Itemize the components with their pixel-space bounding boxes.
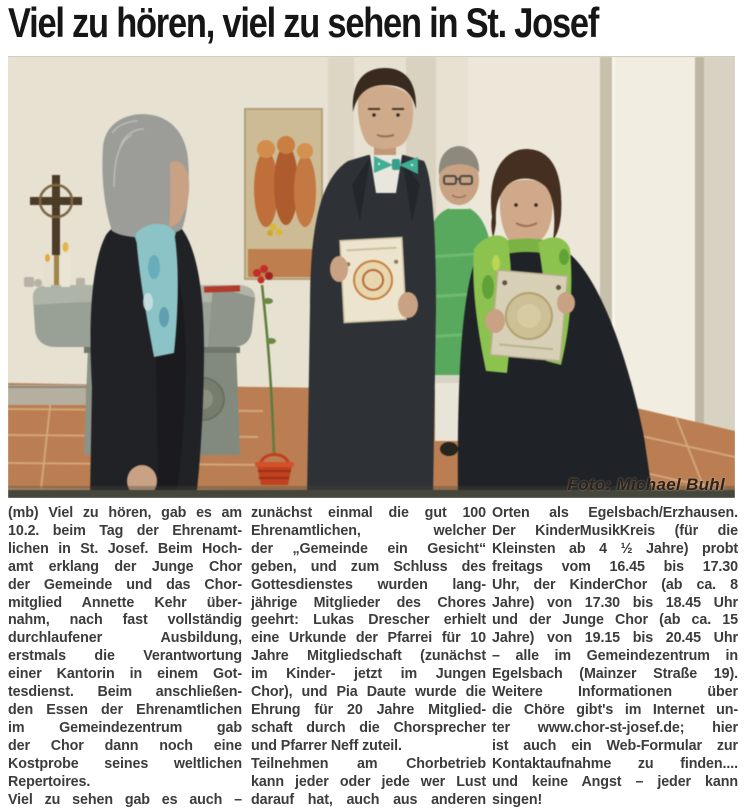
article-text-line: Kostprobe seines weltlichen [8,755,242,772]
article-text-line: Jahre Mitgliedschaft (zunächst [251,648,486,665]
article-text-line: Jahre) von 17.30 bis 18.45 Uhr [492,594,738,611]
article-text-line: durchlaufener Ausbildung, [8,630,242,647]
article-headline: Viel zu hören, viel zu sehen in St. Josef [8,0,599,46]
article-text-line: und der Junge Chor (ab ca. 15 [492,612,738,629]
article-text-line: Weitere Informationen über [492,684,738,701]
article-text-line: ist auch ein Web-Formular zur [492,737,738,754]
article-text-line: Ehrung für 20 Jahre Mitglied- [251,701,486,718]
woman-left [90,114,204,498]
icon-painting [245,109,322,279]
article-text-line: eine Urkunde der Pfarrei für 10 [251,630,486,647]
article-text-line: erstmals die Verantwortung [8,648,242,665]
article-text-line: jährige Mitglieder des Chores [251,594,486,611]
photo-credit: Foto: Michael Buhl [567,475,725,494]
article-text-line: Chor), und Pia Daute wurde die [251,684,486,701]
article-text-line: (mb) Viel zu hören, gab es am [8,505,242,521]
article-text-line: der Chor dann noch eine [8,737,242,754]
certificate-man [340,237,406,322]
article-text-line: der Gemeinde und das Chor- [8,576,242,593]
article-text-line: Kleinsten ab 4 ½ Jahre) probt [492,540,738,557]
article-text-line: Orten als Egelsbach/Erzhausen. [492,505,738,521]
article-text-line: Ehrenamtlichen, welcher [251,522,486,539]
article-column-2 [251,505,486,809]
article-text-line: Jahre) von 19.15 bis 20.45 Uhr [492,630,738,647]
article-text-line: zunächst einmal die gut 100 [251,505,486,521]
article-text-line: im Gemeindezentrum gab [8,719,242,736]
article-text-line: darauf hat, auch aus anderen [251,791,486,808]
article-text-line: und Pfarrer Neff zuteil. [251,737,402,754]
article-text-line: amt erklang der Junge Chor [8,558,242,575]
article-column-1 [8,505,242,809]
article-text-line: Viel zu sehen gab es auch – [8,791,242,808]
article-text-line: Uhr, der KinderChor (ab ca. 8 [492,576,738,593]
article-text-line: im Kinder- jetzt im Jungen [251,666,486,683]
article-text-line: geehrt: Lukas Drescher erhielt [251,612,486,629]
article-text-line: ter www.chor-st-josef.de; hier [492,719,738,736]
article-text-line: freitags vom 16.45 bis 17.30 [492,558,738,575]
article-photo [8,56,735,498]
article-text-line: tesdienst. Beim anschließen- [8,684,242,701]
article-text-line: singen! [492,791,543,808]
article-text-line: Egelsbach (Mainzer Straße 19). [492,666,738,683]
article-text-line: 10.2. beim Tag der Ehrenamt- [8,522,242,539]
article-text-line: kann jeder oder jede wer Lust [251,773,486,790]
article-text-line: die Chöre gibt's im Internet un- [492,701,738,718]
church-scene-photo [8,57,735,498]
article-text-line: mitglied Annette Kehr über- [8,594,242,611]
article-text-line: einer Kantorin in einem Got- [8,666,242,683]
article-text-line: nahm, nach fast vollständig [8,612,242,629]
article-text-line: Teilnehmen am Chorbetrieb [251,755,486,772]
article-text-line: schaft durch die Chorsprecher [251,719,486,736]
article-text-line: lichen in St. Josef. Beim Hoch- [8,540,242,557]
article-text-line: – alle im Gemeindezentrum in [492,648,738,665]
article-text-line: Der KinderMusikKreis (für die [492,522,738,539]
article-text-line: Gottesdienstes wurden lang- [251,576,486,593]
article-column-3 [492,505,738,809]
article-text-line: der „Gemeinde ein Gesicht“ [251,540,486,557]
article-text-line: geben, und zum Schluss des [251,558,486,575]
article-text-line: den Essen der Ehrenamtlichen [8,701,242,718]
article-text-line: und keine Angst – jeder kann [492,773,738,790]
article-text-line: Kontaktaufnahme zu finden.... [492,755,738,772]
article-text-line: Repertoires. [8,773,91,790]
